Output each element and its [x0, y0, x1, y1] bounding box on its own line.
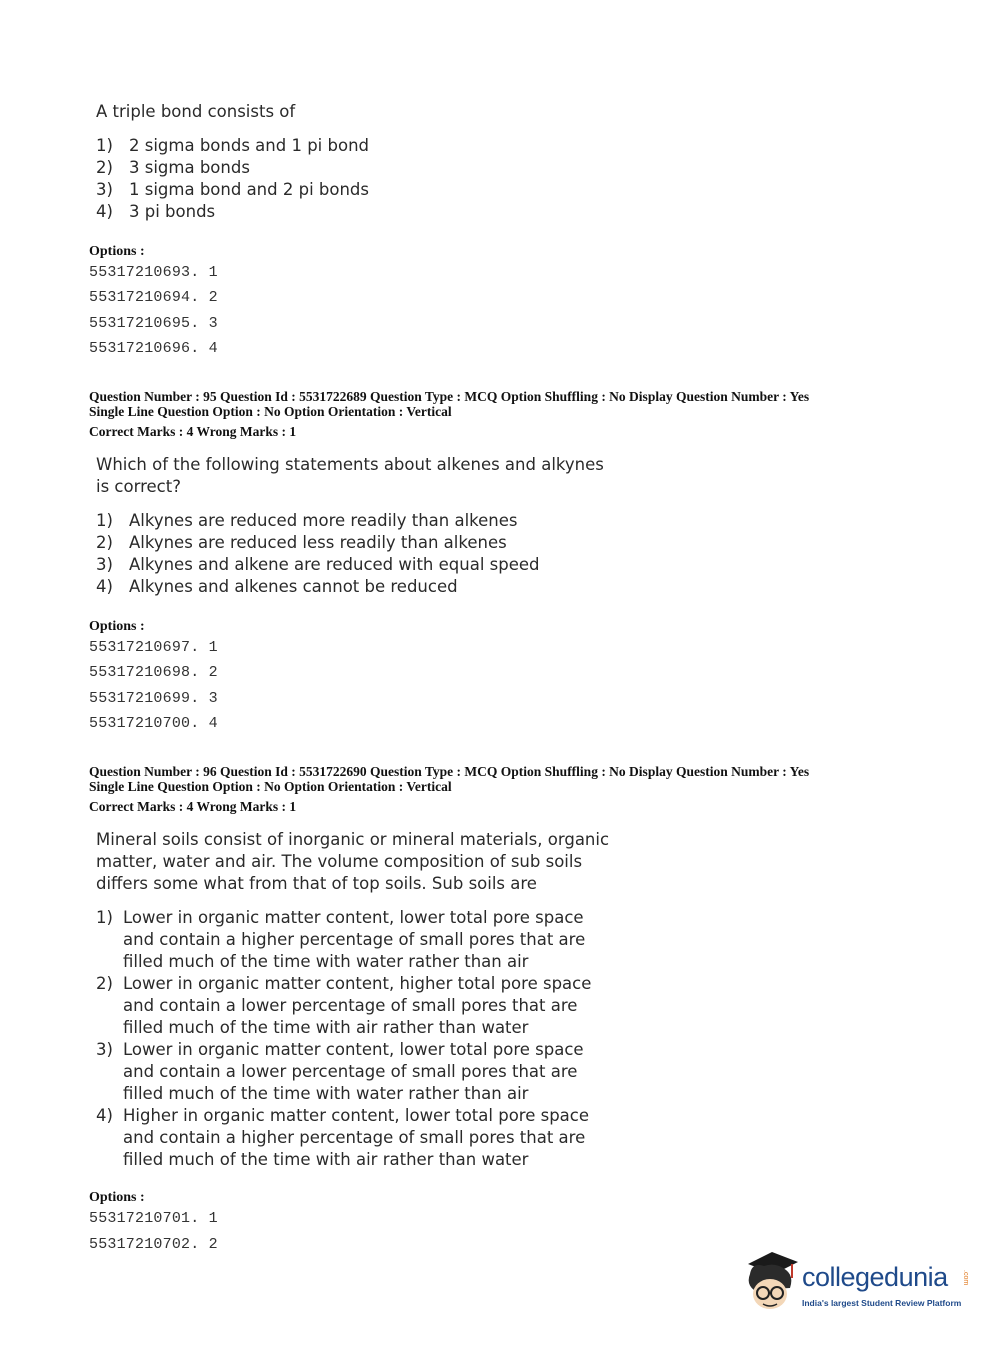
meta-line: Question Number : 96 Question Id : 5531722690 Question Type : MCQ Option Shuffling : No Display Question Number : Yes — [89, 764, 810, 779]
choice-text: filled much of the time with air rather than water — [123, 1150, 529, 1169]
question-96-choices — [96, 907, 591, 1171]
choice-row — [96, 135, 369, 157]
choice-text: Alkynes are reduced less readily than alkenes — [129, 533, 507, 552]
choice-item — [96, 973, 591, 1039]
choice-text: Alkynes and alkene are reduced with equal speed — [129, 555, 540, 574]
mascot-icon — [742, 1248, 802, 1318]
option-id: 55317210694. 2 — [89, 289, 218, 306]
choice-row — [96, 201, 369, 223]
choice-text: Alkynes are reduced more readily than alkenes — [129, 511, 518, 530]
question-94-text — [96, 101, 295, 123]
choice-number: 1) — [96, 908, 113, 927]
question-line: differs some what from that of top soils. Sub soils are — [96, 874, 537, 893]
question-95-choices — [96, 510, 540, 598]
question-96-text — [96, 829, 609, 895]
choice-item — [96, 907, 591, 973]
choice-text: and contain a lower percentage of small pores that are — [123, 996, 578, 1015]
question-94-choices — [96, 135, 369, 223]
choice-text: filled much of the time with air rather than water — [123, 1018, 529, 1037]
choice-text: and contain a higher percentage of small pores that are — [123, 930, 586, 949]
option-id: 55317210695. 3 — [89, 315, 218, 332]
question-line: is correct? — [96, 477, 181, 496]
choice-number: 3) — [96, 555, 113, 574]
choice-number: 3) — [96, 1040, 113, 1059]
choice-text: and contain a higher percentage of small pores that are — [123, 1128, 586, 1147]
choice-row — [96, 554, 540, 576]
choice-row — [96, 179, 369, 201]
choice-text: 3 pi bonds — [129, 202, 216, 221]
choice-text: filled much of the time with water rather than air — [123, 952, 529, 971]
choice-number: 2) — [96, 533, 113, 552]
choice-text: Higher in organic matter content, lower total pore space — [123, 1106, 590, 1125]
choice-number: 3) — [96, 180, 113, 199]
question-96-meta — [89, 765, 809, 815]
choice-text: 1 sigma bond and 2 pi bonds — [129, 180, 369, 199]
choice-text: Lower in organic matter content, lower total pore space — [123, 908, 584, 927]
choice-number: 1) — [96, 136, 113, 155]
meta-line: Single Line Question Option : No Option Orientation : Vertical — [89, 403, 452, 419]
choice-text: Lower in organic matter content, higher total pore space — [123, 974, 592, 993]
choice-text: Alkynes and alkenes cannot be reduced — [129, 577, 458, 596]
meta-line: Question Number : 95 Question Id : 5531722689 Question Type : MCQ Option Shuffling : No Display Question Number : Yes — [89, 389, 810, 404]
option-id: 55317210693. 1 — [89, 264, 218, 281]
option-id: 55317210696. 4 — [89, 340, 218, 357]
option-id: 55317210701. 1 — [89, 1210, 218, 1227]
options-label: Options : — [89, 1190, 145, 1205]
meta-line: Single Line Question Option : No Option Orientation : Vertical — [89, 778, 452, 794]
option-id: 55317210697. 1 — [89, 639, 218, 656]
choice-item — [96, 1105, 591, 1171]
marks-line: Correct Marks : 4 Wrong Marks : 1 — [89, 799, 297, 814]
choice-text: Lower in organic matter content, lower total pore space — [123, 1040, 584, 1059]
question-95-text — [96, 454, 604, 498]
question-95-meta — [89, 390, 809, 440]
choice-row — [96, 157, 369, 179]
choice-row — [96, 576, 540, 598]
choice-number: 4) — [96, 202, 113, 221]
option-id: 55317210700. 4 — [89, 715, 218, 732]
choice-number: 2) — [96, 158, 113, 177]
choice-number: 4) — [96, 577, 113, 596]
choice-row — [96, 510, 540, 532]
option-id: 55317210698. 2 — [89, 664, 218, 681]
question-line: Mineral soils consist of inorganic or mineral materials, organic — [96, 830, 610, 849]
logo-brand: collegedunia — [802, 1262, 948, 1292]
choice-number: 4) — [96, 1106, 113, 1125]
marks-line: Correct Marks : 4 Wrong Marks : 1 — [89, 424, 297, 439]
choice-text: 2 sigma bonds and 1 pi bond — [129, 136, 369, 155]
options-label: Options : — [89, 619, 145, 634]
choice-text: 3 sigma bonds — [129, 158, 250, 177]
choice-text: filled much of the time with water rather than air — [123, 1084, 529, 1103]
question-line: Which of the following statements about alkenes and alkynes — [96, 455, 604, 474]
choice-number: 1) — [96, 511, 113, 530]
collegedunia-logo — [742, 1248, 972, 1320]
option-id: 55317210699. 3 — [89, 690, 218, 707]
choice-item — [96, 1039, 591, 1105]
choice-number: 2) — [96, 974, 113, 993]
question-line: A triple bond consists of — [96, 102, 296, 121]
question-line: matter, water and air. The volume composition of sub soils — [96, 852, 583, 871]
options-label: Options : — [89, 244, 145, 259]
option-id: 55317210702. 2 — [89, 1236, 218, 1253]
choice-text: and contain a lower percentage of small pores that are — [123, 1062, 578, 1081]
choice-row — [96, 532, 540, 554]
logo-tagline: India's largest Student Review Platform — [802, 1298, 962, 1308]
logo-com: .com — [962, 1270, 969, 1286]
